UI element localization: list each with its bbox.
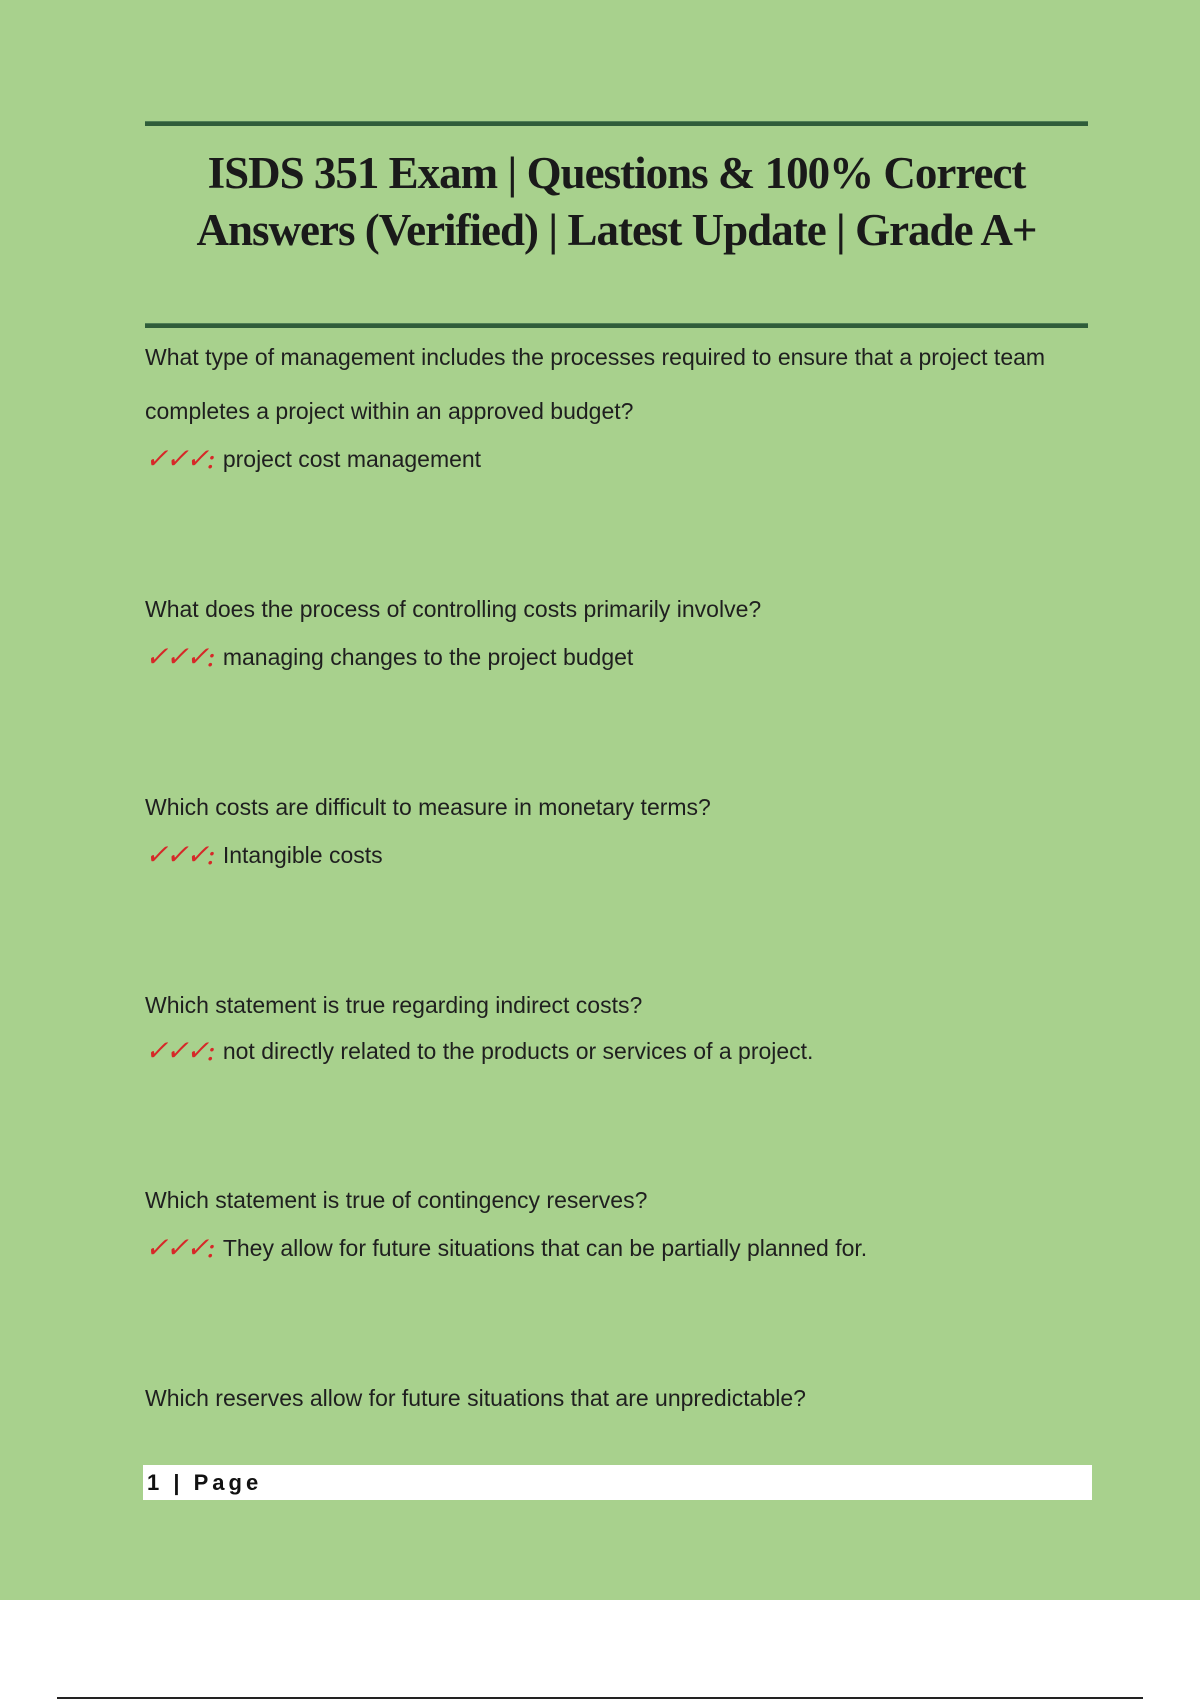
check-marks-icon: ✓✓✓: [145, 1231, 213, 1264]
check-marks-icon: ✓✓✓: [145, 838, 213, 871]
qa-item [145, 330, 1088, 474]
answer-row [145, 642, 1088, 672]
check-marks-icon: ✓✓✓: [145, 442, 213, 475]
answer-row [145, 1233, 1088, 1263]
question-text: Which costs are difficult to measure in monetary terms? [145, 794, 711, 820]
question-text: Which statement is true regarding indirect costs? [145, 992, 643, 1018]
check-marks-icon: ✓✓✓: [145, 640, 213, 673]
page-footer [143, 1465, 1092, 1500]
qa-item [145, 1371, 1088, 1425]
qa-item [145, 780, 1088, 870]
document-title: ISDS 351 Exam | Questions & 100% Correct Answers (Verified) | Latest Update | Grade A+ [196, 148, 1037, 255]
answer-text: Intangible costs [222, 842, 383, 868]
question-text: Which statement is true of contingency reserves? [145, 1187, 648, 1213]
qa-item [145, 1173, 1088, 1263]
answer-row [145, 1036, 1088, 1066]
answer-text: managing changes to the project budget [222, 644, 634, 670]
question-text: What does the process of controlling costs primarily involve? [145, 596, 762, 622]
answer-text: project cost management [222, 446, 482, 472]
answer-row [145, 840, 1088, 870]
page-number: 1 | Page [147, 1469, 263, 1495]
qa-item [145, 978, 1088, 1066]
question-text: What type of management includes the processes required to ensure that a project team completes a project within an approved budget? [145, 344, 1046, 424]
qa-item [145, 582, 1088, 672]
bottom-divider [57, 1697, 1143, 1699]
answer-row [145, 444, 1088, 474]
title-bottom-rule [145, 323, 1088, 328]
question-text: Which reserves allow for future situations that are unpredictable? [145, 1385, 806, 1411]
title-top-rule [145, 121, 1088, 126]
answer-text: not directly related to the products or services of a project. [222, 1038, 814, 1064]
answer-text: They allow for future situations that can be partially planned for. [222, 1235, 868, 1261]
check-marks-icon: ✓✓✓: [145, 1034, 213, 1067]
